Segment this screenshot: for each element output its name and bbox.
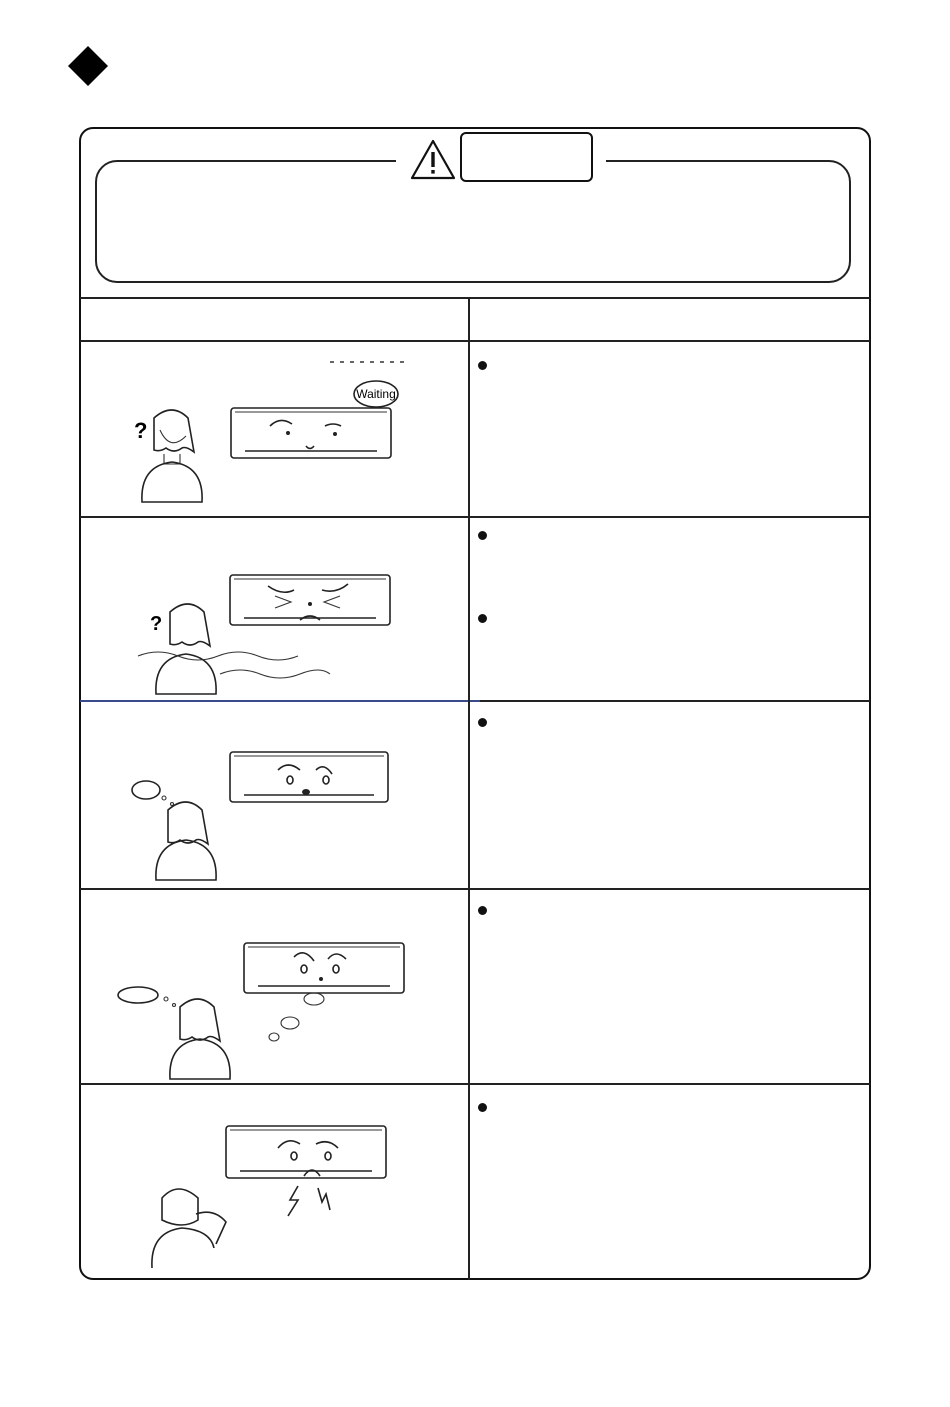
column-header-cause [470,298,870,341]
bullet-icon [478,1103,487,1112]
notice-label [460,132,593,182]
illustration-interference [140,1118,430,1273]
row-divider [80,516,870,518]
bullet-icon [478,614,487,623]
column-divider [468,297,470,1280]
row-divider [80,888,870,890]
row-divider [80,700,480,702]
bubble-waiting-text: Waiting [356,387,396,401]
row-divider [480,700,870,702]
diamond-icon [68,46,108,86]
illustration-waiting [120,350,440,510]
illustration-wind [130,560,450,700]
column-header-phenomenon [80,298,468,341]
bullet-icon [478,531,487,540]
bullet-icon [478,906,487,915]
svg-text:?: ? [134,418,148,443]
bullet-icon [478,361,487,370]
bullet-icon [478,718,487,727]
illustration-noise [110,935,430,1085]
illustration-thinking [120,740,440,885]
warning-triangle-icon [410,138,456,180]
svg-text:?: ? [150,613,163,635]
